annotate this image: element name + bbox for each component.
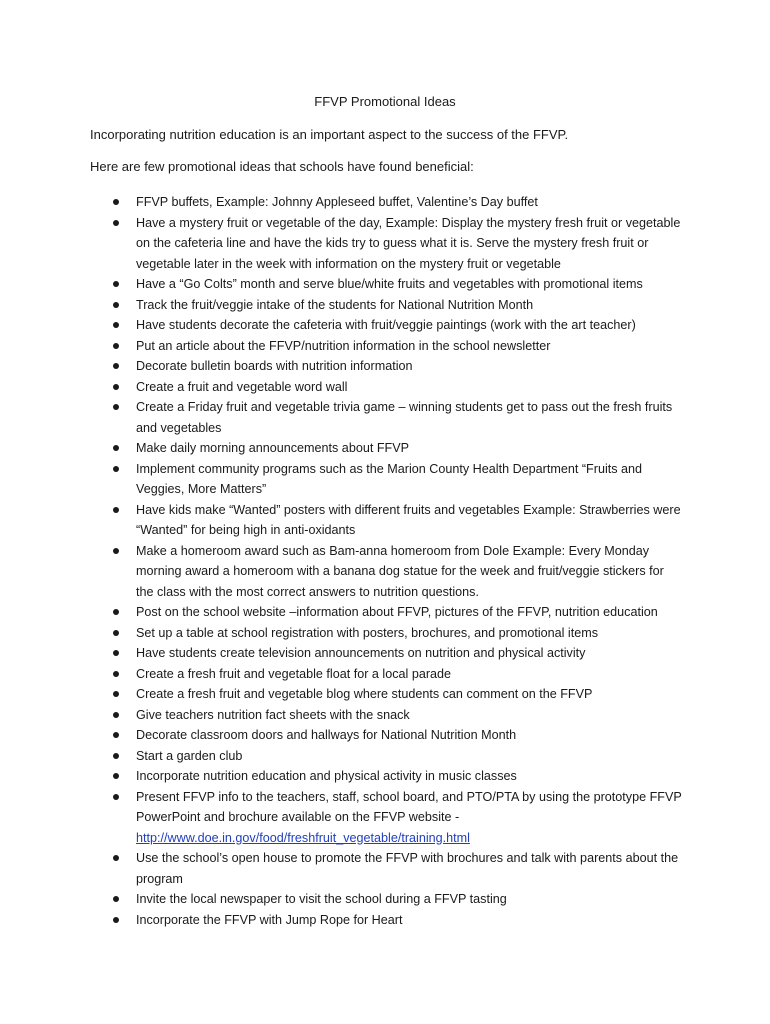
list-item-text: Have a mystery fruit or vegetable of the day, Example: Display the mystery fresh fruit or vegetable on the cafeteria line and have the kids try to guess what it is. Serve the mystery fresh fruit or vegetable later in the week with information on the mystery fruit or vegetable [136, 215, 681, 271]
list-item [0, 274, 770, 295]
bullet-icon [113, 732, 119, 738]
bullet-icon [113, 630, 119, 636]
bullet-icon [113, 753, 119, 759]
list-item [0, 295, 770, 316]
list-item [0, 192, 770, 213]
bullet-icon [113, 548, 119, 554]
list-item-text: Incorporate the FFVP with Jump Rope for Heart [136, 912, 403, 927]
bullet-icon [113, 322, 119, 328]
list-item [0, 438, 770, 459]
list-item-text: Have students decorate the cafeteria with fruit/veggie paintings (work with the art teacher) [136, 318, 636, 332]
bullet-icon [113, 199, 119, 205]
list-item [0, 664, 770, 685]
bullet-icon [113, 507, 119, 513]
list-item-text: Put an article about the FFVP/nutrition information in the school newsletter [136, 338, 551, 353]
ffvp-training-link[interactable]: http://www.doe.in.gov/food/freshfruit_vegetable/training.html [136, 830, 470, 845]
list-item [0, 336, 770, 357]
bullet-icon [113, 220, 119, 226]
list-item-text: Decorate classroom doors and hallways for National Nutrition Month [136, 728, 517, 742]
bullet-icon [113, 404, 119, 410]
bullet-icon [113, 691, 119, 697]
list-item-text: Have students create television announcements on nutrition and physical activity [136, 646, 586, 660]
list-item-text: FFVP buffets, Example: Johnny Appleseed buffet, Valentine’s Day buffet [136, 195, 538, 209]
bullet-icon [113, 712, 119, 718]
list-item [0, 910, 770, 931]
bullet-icon [113, 917, 119, 923]
list-item [0, 315, 770, 336]
ideas-list [0, 192, 770, 930]
bullet-icon [113, 445, 119, 451]
list-item [0, 397, 770, 438]
list-item-text: Create a fresh fruit and vegetable blog where students can comment on the FFVP [136, 687, 593, 701]
bullet-icon [113, 773, 119, 779]
list-item-text: Have a “Go Colts” month and serve blue/white fruits and vegetables with promotional items [136, 277, 643, 291]
list-item [0, 459, 770, 500]
list-item [0, 766, 770, 787]
bullet-icon [113, 384, 119, 390]
bullet-icon [113, 302, 119, 308]
list-item [0, 684, 770, 705]
list-item [0, 213, 770, 275]
list-item [0, 787, 770, 849]
bullet-icon [113, 281, 119, 287]
list-item-text: Create a Friday fruit and vegetable trivia game – winning students get to pass out the fresh fruits and vegetables [136, 400, 673, 435]
bullet-icon [113, 794, 119, 800]
list-item-text: Track the fruit/veggie intake of the students for National Nutrition Month [136, 297, 534, 312]
list-item-text: Give teachers nutrition fact sheets with the snack [136, 707, 410, 722]
list-item-text: Make a homeroom award such as Bam-anna homeroom from Dole Example: Every Monday morning award a homeroom with a banana dog statue for the week and fruit/veggie stickers for the class with the most correct answers to nutrition questions. [136, 543, 664, 599]
list-item-text: Create a fruit and vegetable word wall [136, 379, 348, 394]
list-item-text: Present FFVP info to the teachers, staff, school board, and PTO/PTA by using the prototype FFVP PowerPoint and brochure available on the FFVP website - [136, 789, 682, 824]
list-item [0, 725, 770, 746]
list-item [0, 602, 770, 623]
list-item-text: Make daily morning announcements about FFVP [136, 441, 410, 455]
list-item [0, 500, 770, 541]
list-item-text: Start a garden club [136, 748, 243, 763]
bullet-icon [113, 896, 119, 902]
list-item [0, 643, 770, 664]
list-item-text: Use the school’s open house to promote the FFVP with brochures and talk with parents about the program [136, 851, 679, 886]
list-item [0, 746, 770, 767]
list-item-text: Set up a table at school registration with posters, brochures, and promotional items [136, 625, 599, 640]
intro-paragraph: Incorporating nutrition education is an important aspect to the success of the FFVP. [90, 127, 569, 142]
list-item-text: Decorate bulletin boards with nutrition information [136, 359, 413, 373]
bullet-icon [113, 363, 119, 369]
list-item [0, 356, 770, 377]
bullet-icon [113, 650, 119, 656]
list-item [0, 541, 770, 603]
bullet-icon [113, 671, 119, 677]
list-item-text: Invite the local newspaper to visit the school during a FFVP tasting [136, 892, 507, 906]
lead-paragraph: Here are few promotional ideas that schools have found beneficial: [90, 159, 474, 174]
list-item-text: Have kids make “Wanted” posters with different fruits and vegetables Example: Strawberries were “Wanted” for being high in anti-oxidants [136, 502, 681, 537]
list-item [0, 889, 770, 910]
bullet-icon [113, 343, 119, 349]
list-item-text: Implement community programs such as the Marion County Health Department “Fruits and Veggies, More Matters” [136, 461, 643, 496]
bullet-icon [113, 466, 119, 472]
list-item [0, 377, 770, 398]
bullet-icon [113, 855, 119, 861]
list-item [0, 705, 770, 726]
list-item [0, 848, 770, 889]
list-item-text: Post on the school website –information about FFVP, pictures of the FFVP, nutrition education [136, 605, 658, 619]
list-item [0, 623, 770, 644]
document-title: FFVP Promotional Ideas [314, 94, 456, 109]
bullet-icon [113, 609, 119, 615]
list-item-text: Incorporate nutrition education and physical activity in music classes [136, 769, 517, 783]
list-item-text: Create a fresh fruit and vegetable float for a local parade [136, 666, 452, 681]
